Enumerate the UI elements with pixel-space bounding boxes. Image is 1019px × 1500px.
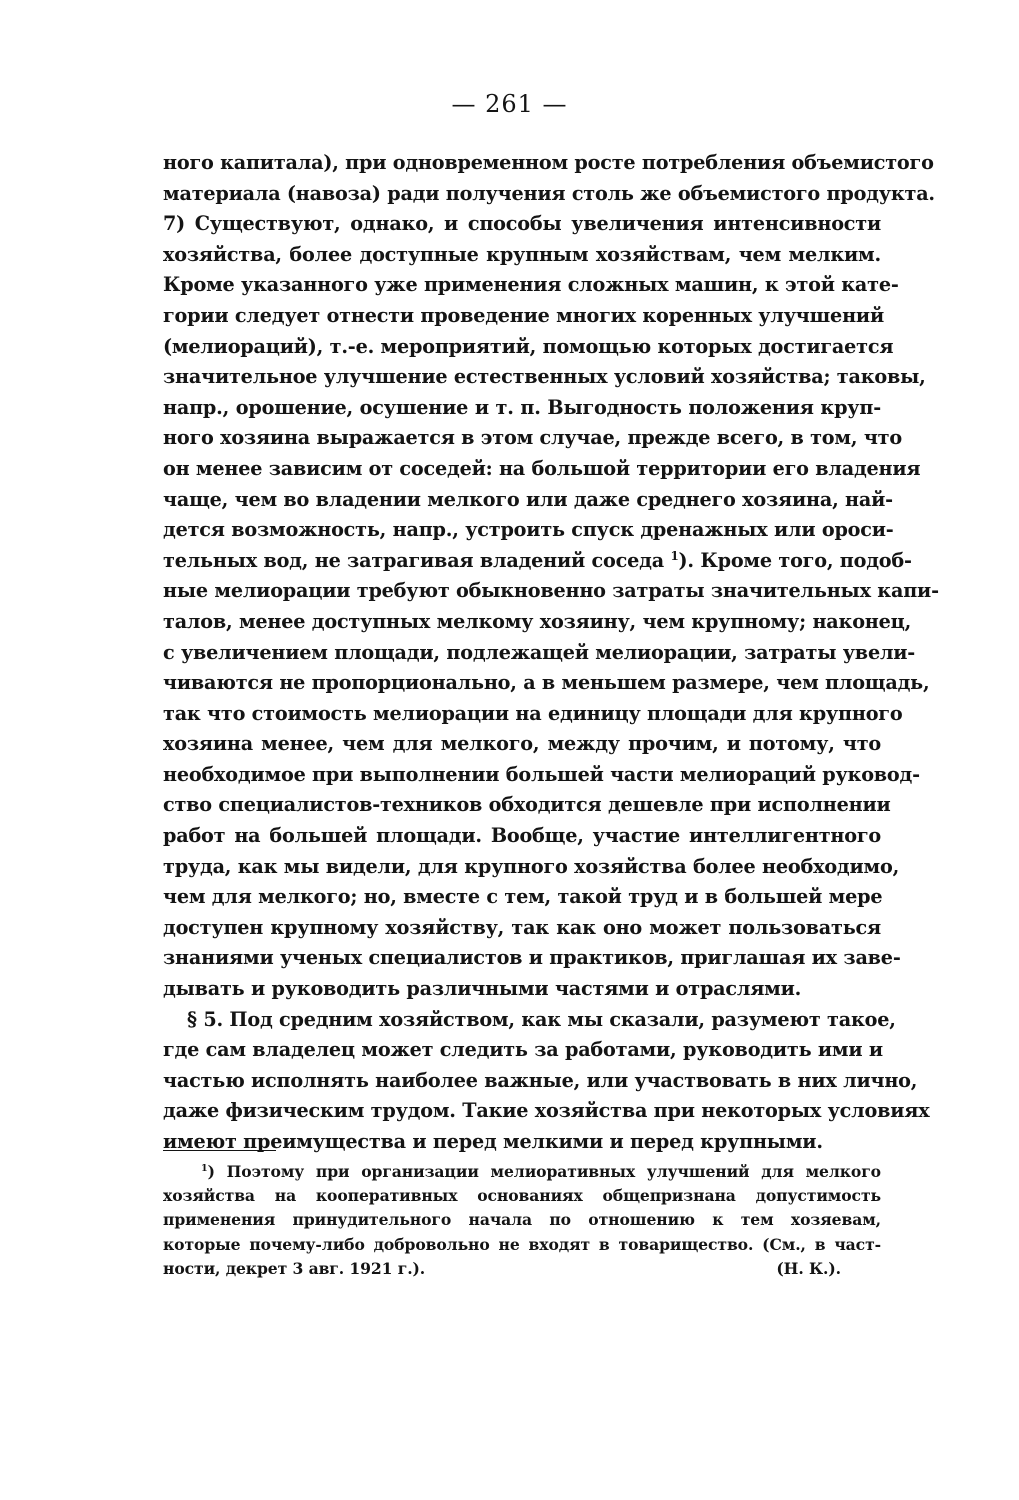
- text-line: даже физическим трудом. Такие хозяйства при некоторых условиях: [163, 1099, 930, 1123]
- text-line: частью исполнять наиболее важные, или участвовать в них лично,: [163, 1068, 918, 1092]
- text-line: хозяина менее, чем для мелкого, между прочим, и потому, что: [163, 732, 881, 756]
- footnote-reference[interactable]: 1: [670, 548, 679, 563]
- text-line: ные мелиорации требуют обыкновенно затраты значительных капи-: [163, 579, 939, 603]
- text-line: ство специалистов-техников обходится дешевле при исполнении: [163, 793, 891, 817]
- footnotes: [163, 1160, 881, 1281]
- text-line: где сам владелец может следить за работами, руководить ими и: [163, 1038, 883, 1062]
- text-line: гории следует отнести проведение многих коренных улучшений: [163, 303, 884, 327]
- text-line: талов, менее доступных мелкому хозяину, чем крупному; наконец,: [163, 609, 912, 633]
- text-line: хозяйства, более доступные крупным хозяйствам, чем мелким.: [163, 242, 881, 266]
- section-heading-line: § 5. Под средним хозяйством, как мы сказали, разумеют такое,: [187, 1007, 896, 1031]
- footnote-line: [163, 1160, 881, 1184]
- page-number: — 261 —: [451, 90, 568, 118]
- text-line: напр., орошение, осушение и т. п. Выгодность положения круп-: [163, 395, 881, 419]
- text-line: ного капитала), при одновременном росте потребления объемистого: [163, 151, 934, 174]
- footnote-line: хозяйства на кооперативных основаниях общепризнана допустимость: [163, 1186, 881, 1206]
- text-line: с увеличением площади, подлежащей мелиорации, затраты увели-: [163, 640, 916, 664]
- footnote-line: применения принудительного начала по отношению к тем хозяевам,: [163, 1210, 881, 1230]
- footnote-last-line: [163, 1257, 881, 1281]
- text-line: материала (навоза) ради получения столь же объемистого продукта.: [163, 181, 935, 205]
- text-line: работ на большей площади. Вообще, участие интеллигентного: [163, 824, 881, 848]
- text-line: имеют преимущества и перед мелкими и перед крупными.: [163, 1130, 823, 1153]
- text-line: ного хозяина выражается в этом случае, прежде всего, в том, что: [163, 426, 902, 450]
- text-line: дется возможность, напр., устроить спуск дренажных или ороси-: [163, 518, 894, 542]
- text-line: 7) Существуют, однако, и способы увеличения интенсивности: [163, 212, 881, 236]
- text-line: значительное улучшение естественных условий хозяйства; таковы,: [163, 365, 926, 389]
- footnote-line: которые почему-либо добровольно не входят в товарищество. (См., в част-: [163, 1234, 881, 1254]
- text-line: доступен крупному хозяйству, так как оно может пользоваться: [163, 915, 881, 939]
- footnote-mark: 1: [201, 1163, 208, 1175]
- text-segment: ) Поэтому при организации мелиоративных улучшений для мелкого: [207, 1162, 881, 1181]
- main-text: [163, 148, 939, 1158]
- footnote-separator: [163, 1150, 276, 1151]
- text-line: так что стоимость мелиорации на единицу площади для крупного: [163, 701, 903, 725]
- text-line: необходимое при выполнении большей части мелиораций руковод-: [163, 762, 920, 786]
- text-segment: тельных вод, не затрагивая владений соседа: [163, 548, 664, 572]
- footnote-attribution: (Н. К.).: [776, 1258, 841, 1278]
- text-line: он менее зависим от соседей: на большой территории его владения: [163, 456, 921, 480]
- text-line: дывать и руководить различными частями и отраслями.: [163, 977, 802, 1001]
- text-line: Кроме указанного уже применения сложных машин, к этой кате-: [163, 273, 899, 297]
- text-line: знаниями ученых специалистов и практиков, приглашая их заве-: [163, 946, 901, 970]
- text-line: труда, как мы видели, для крупного хозяйства более необходимо,: [163, 854, 900, 878]
- text-segment: ности, декрет 3 авг. 1921 г.).: [163, 1258, 426, 1278]
- text-line: чиваются не пропорционально, а в меньшем размере, чем площадь,: [163, 671, 930, 695]
- text-line: (мелиораций), т.-е. мероприятий, помощью которых достигается: [163, 334, 894, 358]
- text-line: чаще, чем во владении мелкого или даже среднего хозяина, най-: [163, 487, 893, 511]
- text-line: чем для мелкого; но, вместе с тем, такой труд и в большей мере: [163, 885, 883, 909]
- text-line-with-footnote-ref: [163, 546, 912, 577]
- text-segment: ). Кроме того, подоб-: [678, 548, 912, 572]
